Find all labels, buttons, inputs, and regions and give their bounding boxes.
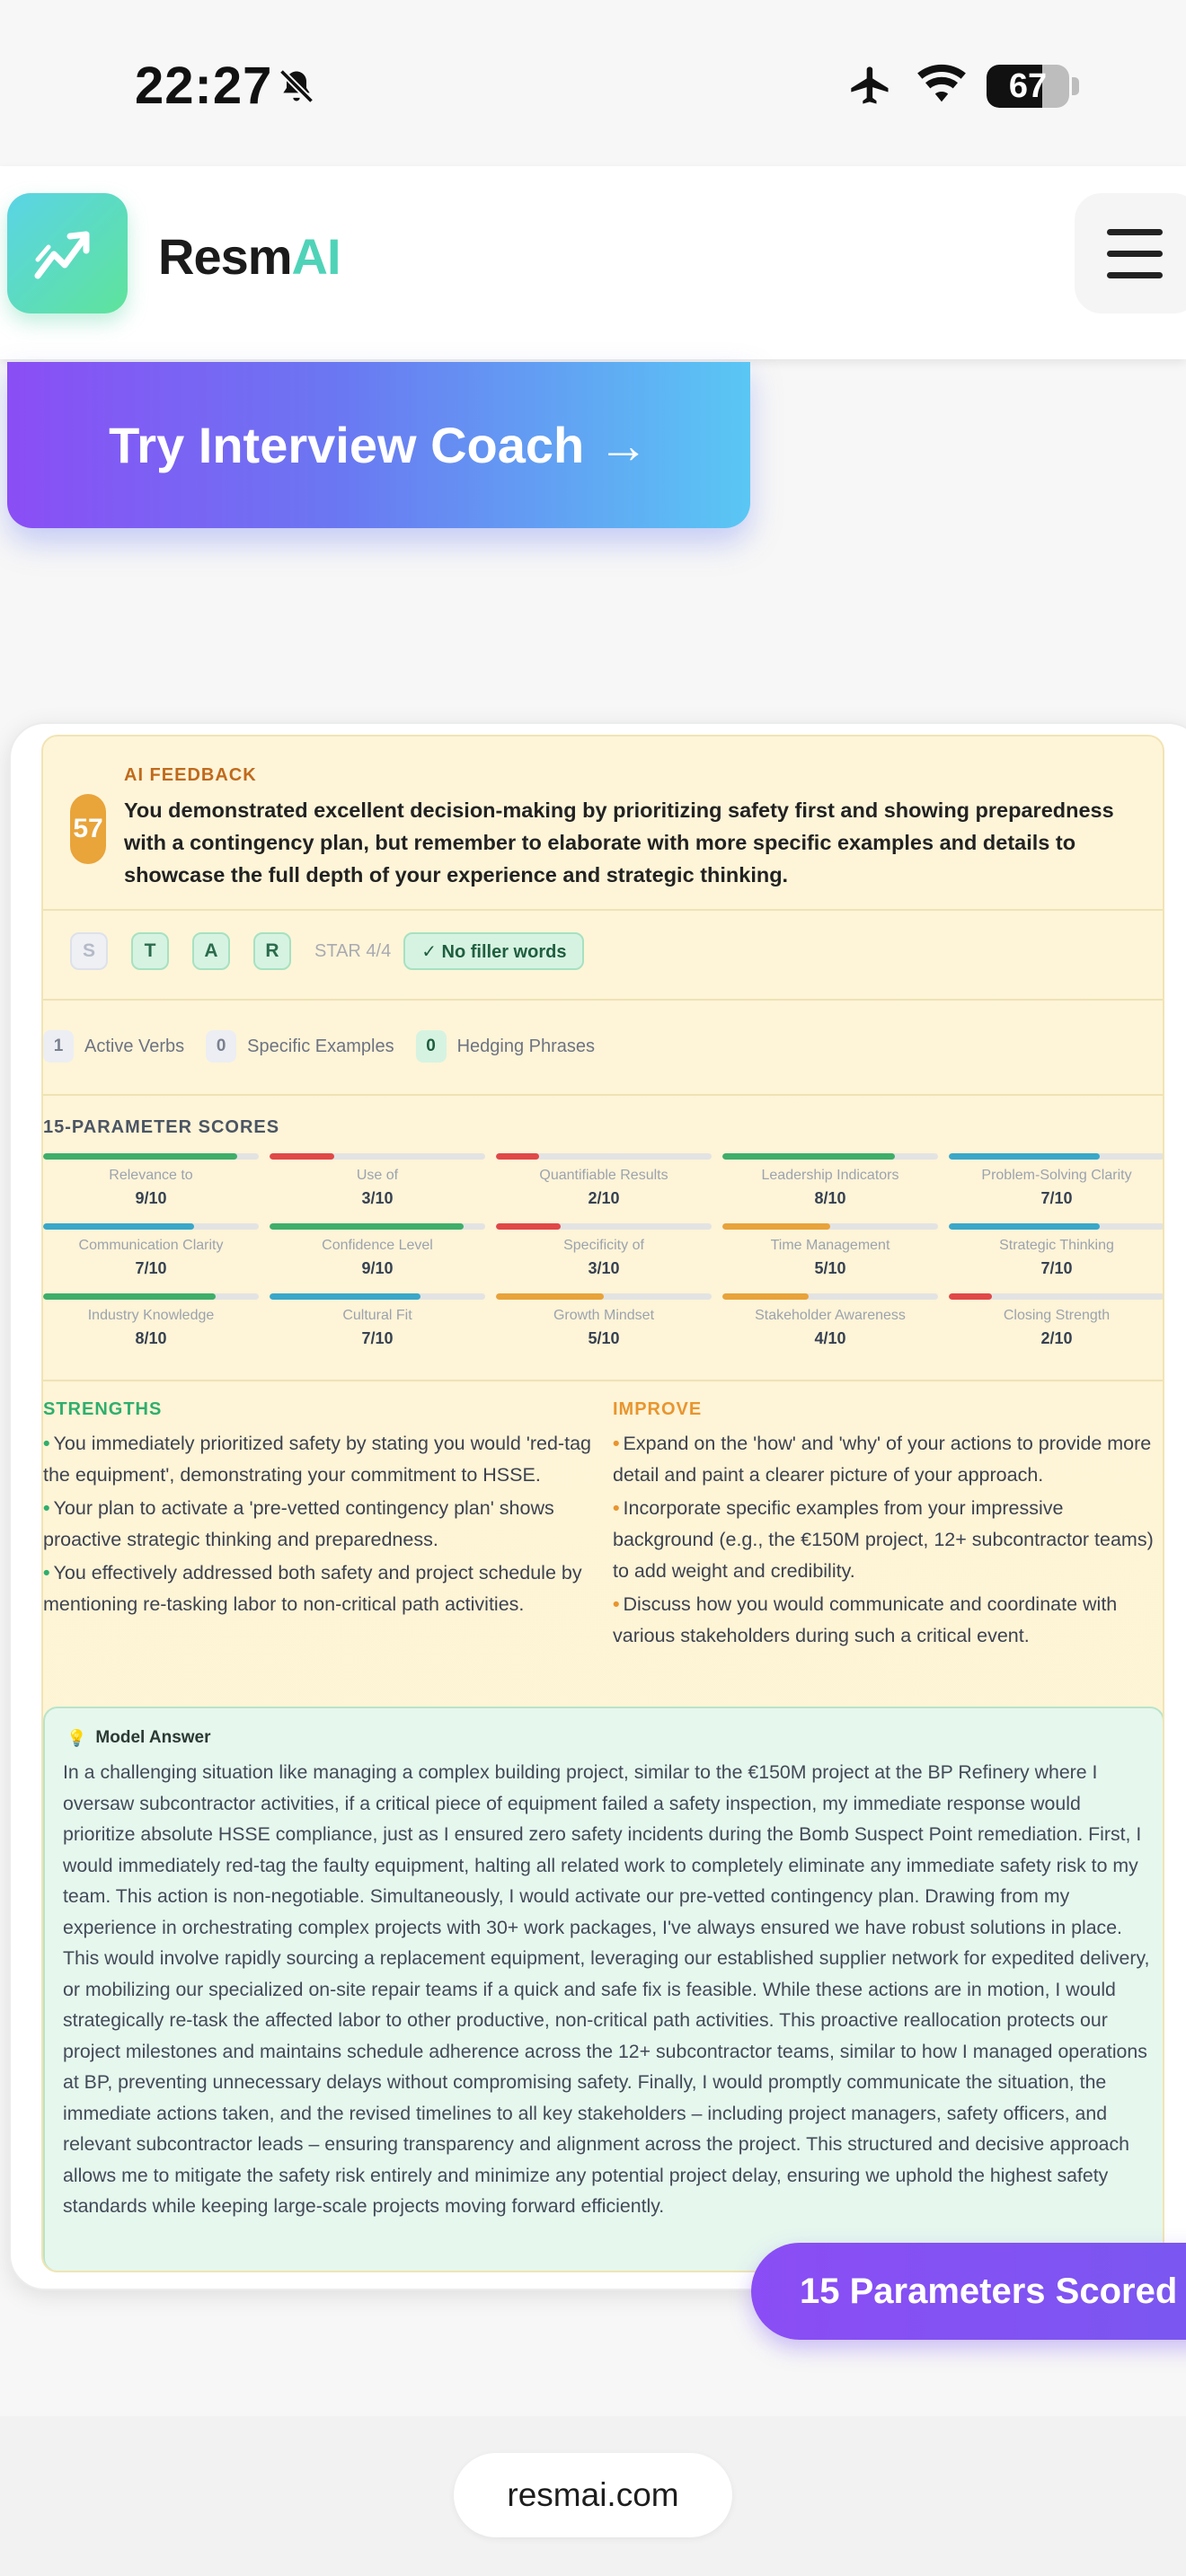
brand-suffix: AI: [291, 228, 341, 285]
parameter-name: Time Management: [770, 1238, 890, 1253]
bullet: •: [613, 1593, 620, 1615]
parameter-name: Communication Clarity: [78, 1238, 224, 1253]
metric-label: Hedging Phrases: [456, 1036, 596, 1056]
score-bar-fill: [496, 1293, 604, 1300]
improve-text: Expand on the 'how' and 'why' of your actions to provide more detail and paint a clearer picture of your approach.: [613, 1433, 1152, 1486]
score-bar: [43, 1293, 259, 1300]
score-bar: [949, 1223, 1164, 1230]
brand-prefix: Resm: [158, 228, 292, 285]
score-bar: [496, 1293, 712, 1300]
star-t-indicator: T: [131, 932, 169, 970]
brand-name[interactable]: [158, 227, 341, 286]
parameter-score-value: 7/10: [135, 1259, 167, 1277]
score-bar: [43, 1153, 259, 1160]
battery-tip: [1072, 77, 1079, 95]
score-bar: [496, 1153, 712, 1160]
score-bar-fill: [949, 1153, 1100, 1160]
parameter-name: Stakeholder Awareness: [755, 1308, 906, 1323]
metric-specific-examples: [206, 1030, 394, 1063]
divider: [43, 909, 1163, 911]
parameter-score: [722, 1223, 938, 1286]
parameter-name: Problem-Solving Clarity: [981, 1168, 1132, 1183]
score-bar: [43, 1223, 259, 1230]
score-bar-fill: [722, 1293, 809, 1300]
score-bar-fill: [496, 1223, 561, 1230]
strengths-list: [43, 1428, 600, 1622]
parameter-score-value: 3/10: [588, 1259, 620, 1277]
try-interview-coach-button[interactable]: Try Interview Coach →: [7, 362, 750, 528]
score-bar-fill: [949, 1223, 1100, 1230]
score-bar: [949, 1293, 1164, 1300]
score-bar-fill: [270, 1153, 334, 1160]
bullet: •: [43, 1562, 50, 1584]
parameter-score: [270, 1153, 485, 1216]
menu-button[interactable]: [1075, 193, 1186, 313]
trend-chart-icon: [34, 224, 101, 283]
metric-value: 0: [416, 1030, 447, 1063]
list-item: [43, 1493, 600, 1556]
parameter-score-value: 8/10: [814, 1189, 846, 1207]
metric-value: 0: [206, 1030, 236, 1063]
lightbulb-icon: 💡: [66, 1728, 87, 1747]
score-bar-fill: [722, 1223, 830, 1230]
parameter-name: Relevance to: [109, 1168, 193, 1183]
parameter-name: Growth Mindset: [553, 1308, 655, 1323]
battery-icon: [987, 65, 1069, 108]
parameter-score: [496, 1153, 712, 1216]
score-bar-fill: [270, 1293, 420, 1300]
metric-active-verbs: [43, 1030, 184, 1063]
improve-text: Incorporate specific examples from your impressive background (e.g., the €150M project, 12+ subcontractor teams) to add weight and credibility.: [613, 1497, 1154, 1582]
parameter-score: [949, 1153, 1164, 1216]
divider: [43, 1094, 1163, 1096]
score-bar-fill: [949, 1293, 992, 1300]
list-item: [613, 1589, 1163, 1652]
bell-muted-icon: [277, 66, 316, 106]
score-bar: [270, 1293, 485, 1300]
parameter-score-value: 5/10: [588, 1329, 620, 1347]
list-item: [43, 1557, 600, 1620]
list-item: [613, 1493, 1163, 1587]
score-bar: [722, 1223, 938, 1230]
parameters-scored-badge: 15 Parameters Scored: [751, 2243, 1186, 2340]
score-bar-fill: [43, 1153, 237, 1160]
logo[interactable]: [7, 193, 128, 313]
feedback-panel: [41, 735, 1164, 2272]
parameter-score: [496, 1293, 712, 1356]
parameter-name: Specificity of: [563, 1238, 644, 1253]
parameter-name: Strategic Thinking: [999, 1238, 1114, 1253]
divider: [43, 999, 1163, 1001]
parameter-score-value: 2/10: [588, 1189, 620, 1207]
improve-title: IMPROVE: [613, 1399, 703, 1419]
strength-text: You immediately prioritized safety by stating you would 'red-tag the equipment', demonstrating your commitment to HSSE.: [43, 1433, 591, 1486]
parameter-score: [43, 1293, 259, 1356]
score-bar-fill: [270, 1223, 464, 1230]
battery-label: 67: [1008, 67, 1048, 105]
parameter-name: Industry Knowledge: [87, 1308, 215, 1323]
model-answer-title: Model Answer: [95, 1728, 211, 1747]
parameter-name: Leadership Indicators: [761, 1168, 899, 1183]
strength-text: Your plan to activate a 'pre-vetted contingency plan' shows proactive strategic thinking and preparedness.: [43, 1497, 554, 1550]
bullet: •: [43, 1497, 50, 1519]
score-bar: [722, 1293, 938, 1300]
improve-text: Discuss how you would communicate and coordinate with various stakeholders during such a critical event.: [613, 1593, 1118, 1646]
parameter-score: [496, 1223, 712, 1286]
metric-label: Active Verbs: [84, 1036, 185, 1056]
bullet: •: [613, 1497, 620, 1519]
parameter-score-value: 7/10: [1040, 1189, 1073, 1207]
score-bar: [949, 1153, 1164, 1160]
improve-list: [613, 1428, 1163, 1654]
model-answer-text: In a challenging situation like managing a complex building project, similar to the €150M project at the BP Refinery where I oversaw subcontractor activities, if a critical piece of equipment failed a safety inspection, my immediate response would prioritize absolute HSSE compliance, just as I ensured zero safety incidents during the Bomb Suspect Point remediation. First, I would immediately red-tag the faulty equipment, halting all related work to completely eliminate any immediate safety risk to my team. This action is non-negotiable. Simultaneously, I would activate our pre-vetted contingency plan. Drawing from my experience in orchestrating complex projects with 30+ work packages, I've always ensured we have robust solutions in place. This would involve rapidly sourcing a replacement equipment, leveraging our established supplier network for expedited delivery, or mobilizing our specialized on-site repair teams if a quick and safe fix is feasible. While these actions are in motion, I would strategically re-task the affected labor to other productive, non-critical path activities. This proactive reallocation protects our project milestones and maintains schedule adherence across the 12+ subcontractor teams, similar to how I managed operations at BP, preventing unnecessary delays without compromising safety. Finally, I would promptly communicate the situation, the immediate actions taken, and the revised timelines to all key stakeholders – including project managers, safety officers, and relevant subcontractor leads – ensuring transparency and alignment across the project. This structured and decisive approach allows me to mitigate the safety risk entirely and minimize any potential project delay, ensuring we uphold the highest safety standards while keeping large-scale projects moving forward efficiently.: [63, 1761, 1150, 2217]
parameter-name: Confidence Level: [322, 1238, 433, 1253]
no-filler-words-badge: ✓ No filler words: [403, 932, 584, 970]
parameter-score-value: 7/10: [1040, 1259, 1073, 1277]
ai-feedback-text: You demonstrated excellent decision-making by prioritizing safety first and showing preparedness with a contingency plan, but remember to elaborate with more specific examples and details to showcase the full depth of your experience and strategic thinking.: [124, 798, 1114, 887]
parameter-score-value: 9/10: [135, 1189, 167, 1207]
model-answer-header: [66, 1728, 211, 1748]
metric-hedging-phrases: [416, 1030, 595, 1063]
parameter-score: [43, 1153, 259, 1216]
parameter-score-value: 7/10: [361, 1329, 394, 1347]
score-bar: [270, 1153, 485, 1160]
parameter-scores-title: 15-PARAMETER SCORES: [43, 1117, 280, 1137]
ai-feedback-label: AI FEEDBACK: [124, 765, 257, 785]
parameter-name: Quantifiable Results: [539, 1168, 668, 1183]
url-bar[interactable]: resmai.com: [454, 2453, 732, 2537]
bullet: •: [613, 1433, 620, 1454]
list-item: [43, 1428, 600, 1491]
parameter-score: [949, 1293, 1164, 1356]
parameter-score-value: 5/10: [814, 1259, 846, 1277]
status-bar: [0, 0, 1186, 166]
status-time: 22:27: [135, 57, 273, 115]
star-a-indicator: A: [192, 932, 230, 970]
language-metrics: [43, 1029, 616, 1063]
model-answer-box: [43, 1707, 1164, 2272]
parameter-score: [270, 1293, 485, 1356]
parameter-score: [722, 1293, 938, 1356]
score-bar-fill: [722, 1153, 895, 1160]
parameter-score: [43, 1223, 259, 1286]
parameter-score: [949, 1223, 1164, 1286]
divider: [43, 1380, 1163, 1381]
score-bar: [270, 1223, 485, 1230]
hamburger-icon-line: [1107, 272, 1163, 278]
feedback-card: [9, 722, 1186, 2290]
score-bar: [722, 1153, 938, 1160]
list-item: [613, 1428, 1163, 1491]
strength-text: You effectively addressed both safety and project schedule by mentioning re-tasking labor to non-critical path activities.: [43, 1562, 582, 1615]
star-s-indicator: S: [70, 932, 108, 970]
parameter-score-value: 4/10: [814, 1329, 846, 1347]
parameter-score-value: 2/10: [1040, 1329, 1073, 1347]
score-bar: [496, 1223, 712, 1230]
parameter-name: Use of: [356, 1168, 399, 1183]
metric-value: 1: [43, 1030, 74, 1063]
parameter-score-value: 3/10: [361, 1189, 394, 1207]
star-r-indicator: R: [253, 932, 291, 970]
app-header: [0, 166, 1186, 359]
star-row: [70, 932, 584, 970]
star-count: STAR 4/4: [314, 940, 392, 961]
parameter-score-value: 8/10: [135, 1329, 167, 1347]
parameter-name: Closing Strength: [1003, 1308, 1111, 1323]
metric-label: Specific Examples: [247, 1036, 394, 1056]
parameter-name: Cultural Fit: [342, 1308, 412, 1323]
score-bar-fill: [43, 1223, 194, 1230]
parameter-score: [722, 1153, 938, 1216]
bullet: •: [43, 1433, 50, 1454]
parameter-score-value: 9/10: [361, 1259, 394, 1277]
score-bar-fill: [496, 1153, 539, 1160]
wifi-icon: [915, 63, 969, 106]
strengths-title: STRENGTHS: [43, 1399, 163, 1419]
airplane-icon: [845, 63, 897, 110]
hamburger-icon: [1107, 229, 1163, 235]
score-bar-fill: [43, 1293, 216, 1300]
hamburger-icon-line: [1107, 251, 1163, 257]
parameter-score: [270, 1223, 485, 1286]
overall-score-badge: 57: [70, 794, 106, 864]
